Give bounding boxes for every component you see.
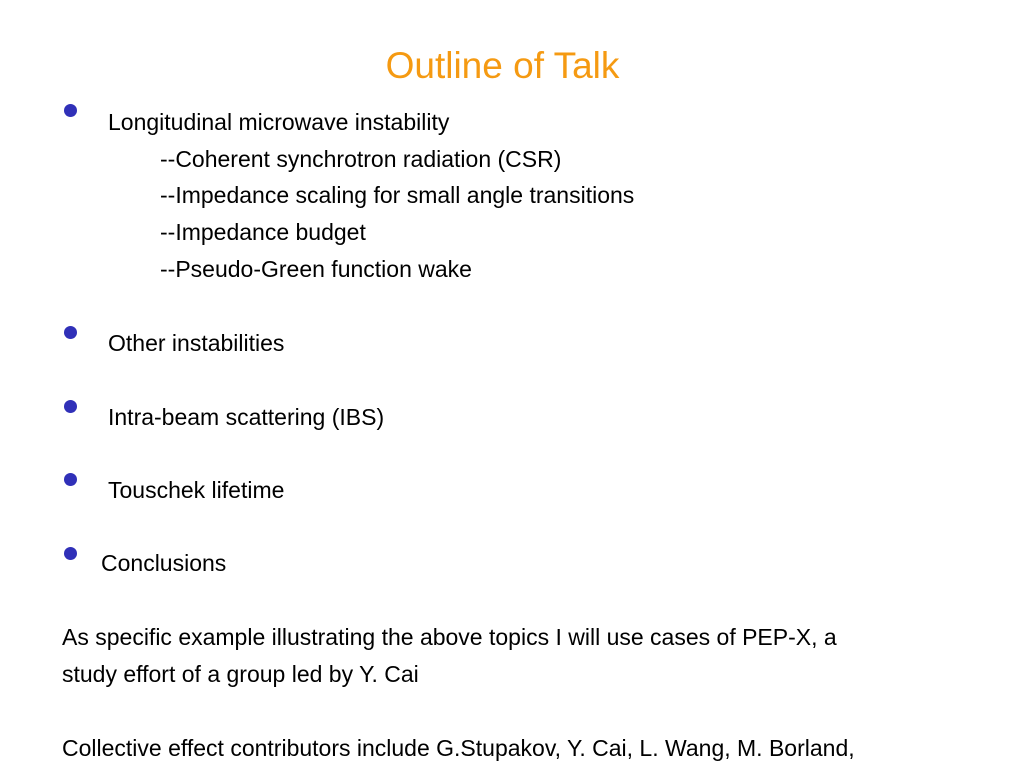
slide-title: Outline of Talk [385, 45, 620, 86]
bullet-dot-icon [64, 547, 77, 560]
subitem-impedance-budget: --Impedance budget [160, 219, 366, 245]
subitem-pseudo-green-wake: --Pseudo-Green function wake [160, 256, 472, 282]
paragraph-line: study effort of a group led by Y. Cai [62, 661, 419, 687]
subitem-impedance-scaling: --Impedance scaling for small angle transitions [160, 182, 635, 208]
subitem-csr: --Coherent synchrotron radiation (CSR) [160, 146, 562, 172]
bullet-dot-icon [64, 326, 77, 339]
bullet-dot-icon [64, 104, 77, 117]
paragraph-line: As specific example illustrating the above topics I will use cases of PEP-X, a [62, 624, 837, 650]
bullet-label-conclusions: Conclusions [101, 550, 227, 576]
bullet-label-microwave-instability: Longitudinal microwave instability [108, 109, 450, 135]
bullet-label-other-instabilities: Other instabilities [108, 330, 285, 356]
bullet-label-touschek: Touschek lifetime [108, 477, 285, 503]
bullet-dot-icon [64, 473, 77, 486]
paragraph-line: Collective effect contributors include G.Stupakov, Y. Cai, L. Wang, M. Borland, [62, 735, 855, 761]
bullet-label-ibs: Intra-beam scattering (IBS) [108, 404, 385, 430]
bullet-dot-icon [64, 400, 77, 413]
